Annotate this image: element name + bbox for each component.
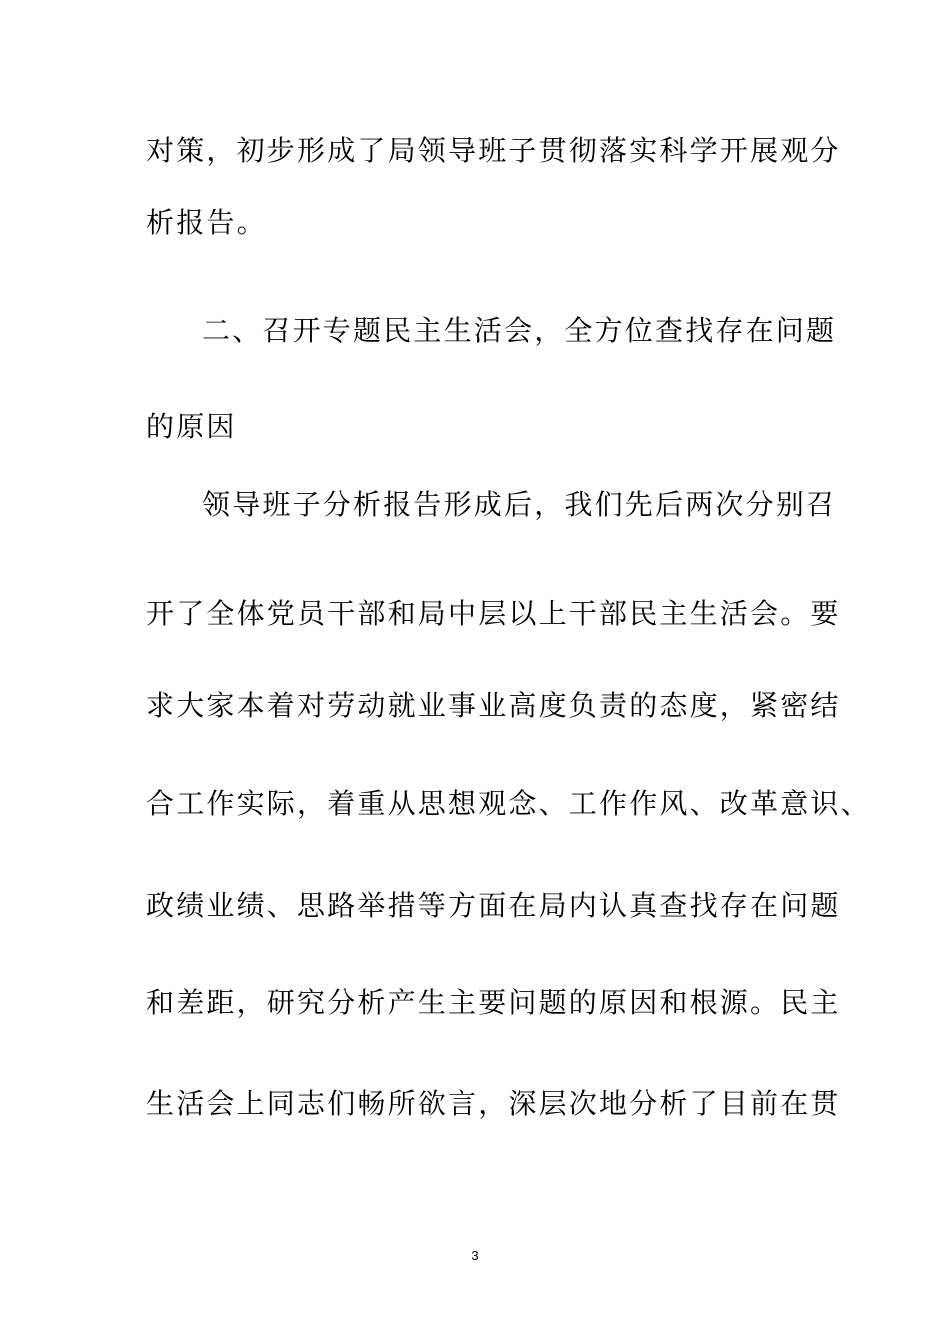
body-text-line: 求大家本着对劳动就业事业高度负责的态度，紧密结 [146, 689, 841, 722]
body-text-line: 析报告。 [146, 206, 267, 239]
body-text-line: 对策，初步形成了局领导班子贯彻落实科学开展观分 [146, 134, 841, 167]
body-text-line: 领导班子分析报告形成后，我们先后两次分别召 [202, 488, 837, 521]
page-number: 3 [471, 1248, 479, 1263]
body-text-line: 和差距，研究分析产生主要问题的原因和根源。民主 [146, 986, 841, 1019]
section-heading-line: 二、召开专题民主生活会，全方位查找存在问题 [202, 314, 837, 347]
body-text-line: 合工作实际，着重从思想观念、工作作风、改革意识、 [146, 787, 871, 820]
body-text-line: 生活会上同志们畅所欲言，深层次地分析了目前在贯 [146, 1087, 841, 1120]
body-text-line: 开了全体党员干部和局中层以上干部民主生活会。要 [146, 597, 841, 630]
body-text-line: 政绩业绩、思路举措等方面在局内认真查找存在问题 [146, 889, 841, 922]
section-heading-line: 的原因 [146, 410, 237, 443]
